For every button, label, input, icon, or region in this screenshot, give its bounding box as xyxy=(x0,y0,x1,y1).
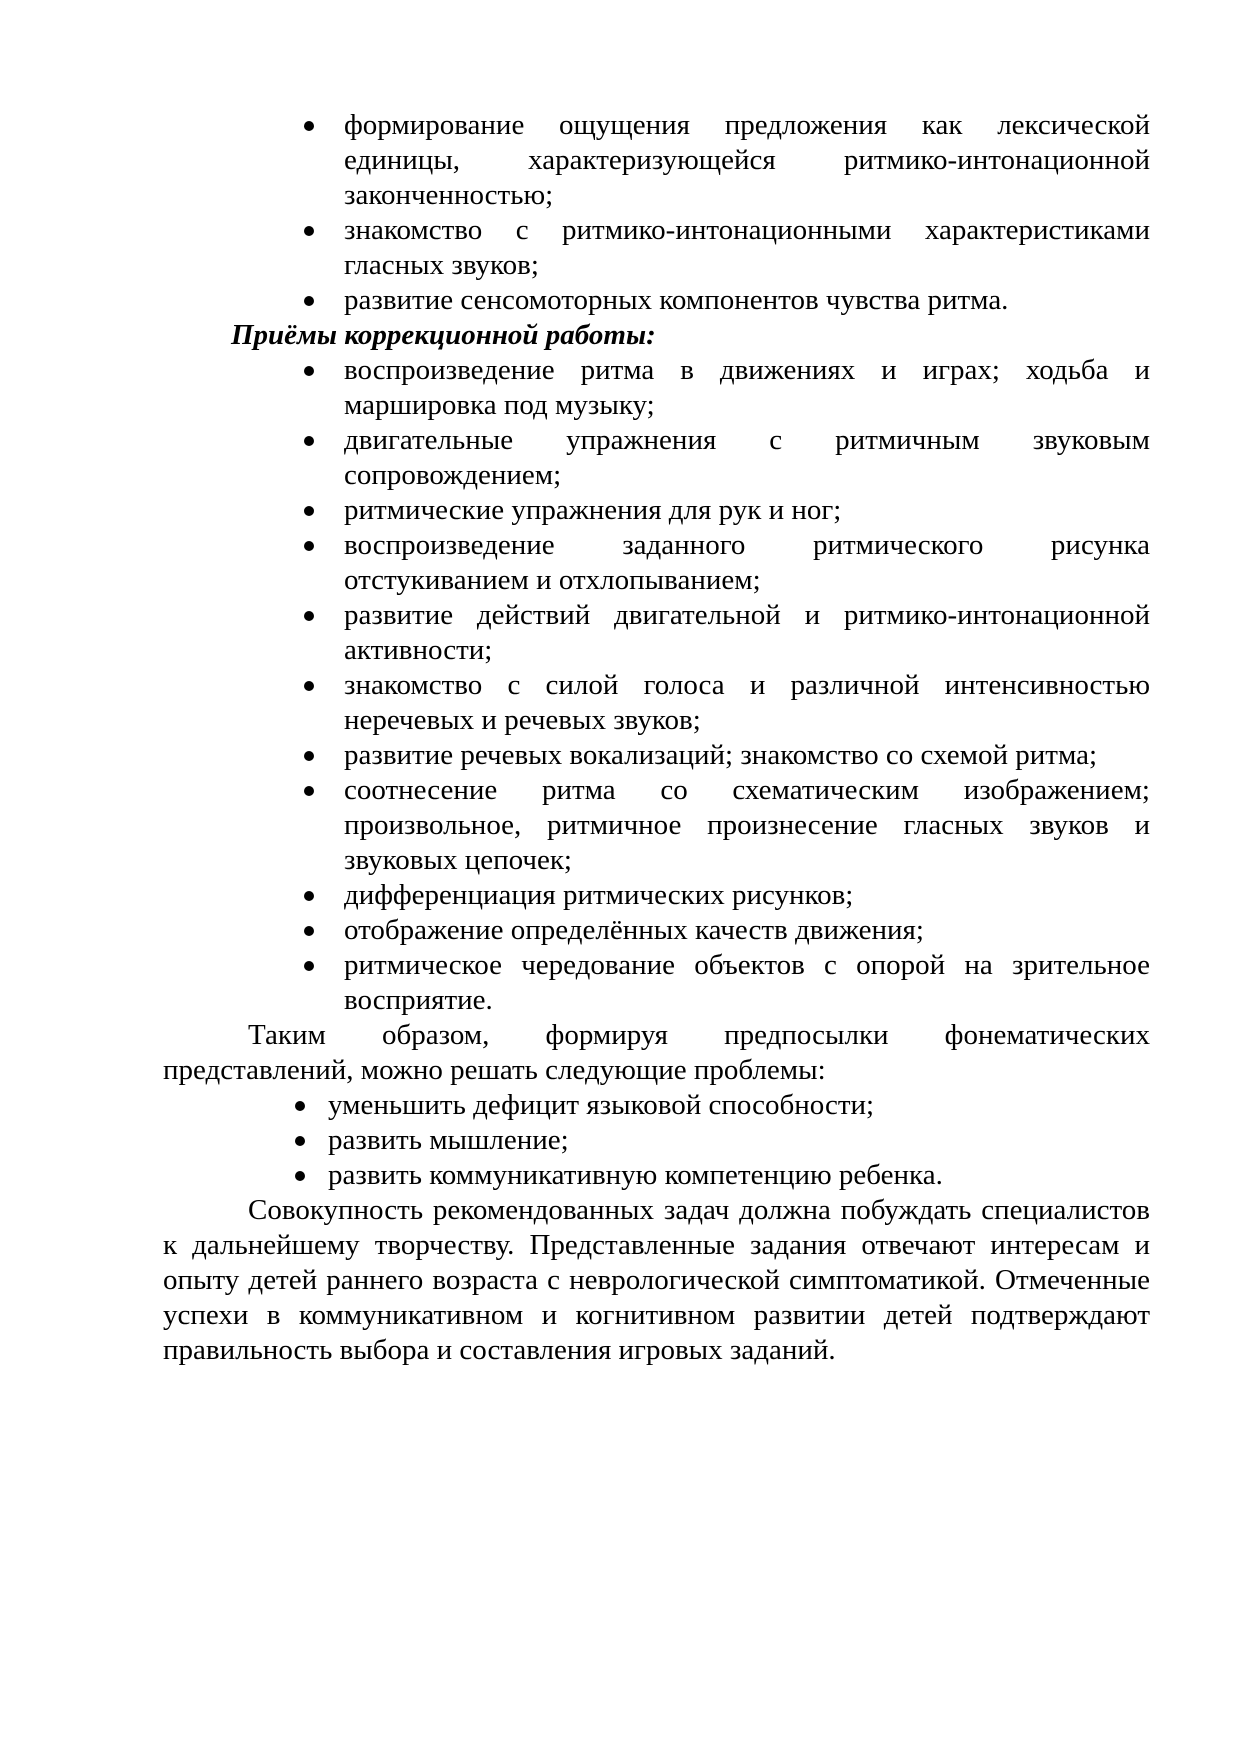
list-item: воспроизведение ритма в движениях и играх; ходьба и маршировка под музыку; xyxy=(163,353,1150,423)
list-item: знакомство с ритмико-интонационными характеристиками гласных звуков; xyxy=(163,213,1150,283)
list-item: ритмические упражнения для рук и ног; xyxy=(163,493,1150,528)
conclusion-intro-paragraph: Таким образом, формируя предпосылки фонематических представлений, можно решать следующие проблемы: xyxy=(163,1019,1150,1086)
list-item: развитие речевых вокализаций; знакомство со схемой ритма; xyxy=(163,738,1150,773)
problems-bullet-list xyxy=(163,1088,1150,1193)
methods-bullet-list xyxy=(163,353,1150,1018)
list-item: знакомство с силой голоса и различной интенсивностью неречевых и речевых звуков; xyxy=(163,668,1150,738)
list-item: дифференциация ритмических рисунков; xyxy=(163,878,1150,913)
list-item: уменьшить дефицит языковой способности; xyxy=(163,1088,1150,1123)
list-item: развить коммуникативную компетенцию ребенка. xyxy=(163,1158,1150,1193)
list-item: развить мышление; xyxy=(163,1123,1150,1158)
list-item: отображение определённых качеств движения; xyxy=(163,913,1150,948)
list-item: воспроизведение заданного ритмического рисунка отстукиванием и отхлопыванием; xyxy=(163,528,1150,598)
intro-bullet-list xyxy=(163,108,1150,318)
list-item: ритмическое чередование объектов с опорой на зрительное восприятие. xyxy=(163,948,1150,1018)
list-item: формирование ощущения предложения как лексической единицы, характеризующейся ритмико-интонационной законченностью; xyxy=(163,108,1150,213)
section-heading: Приёмы коррекционной работы: xyxy=(231,319,656,351)
list-item: двигательные упражнения с ритмичным звуковым сопровождением; xyxy=(163,423,1150,493)
list-item: развитие действий двигательной и ритмико-интонационной активности; xyxy=(163,598,1150,668)
closing-paragraph: Совокупность рекомендованных задач должна побуждать специалистов к дальнейшему творчеству. Представленные задания отвечают интересам и опыту детей раннего возраста с неврологической симптоматикой. Отмеченные успехи в коммуникативном и когнитивном развитии детей подтверждают правильность выбора и составления игровых заданий. xyxy=(163,1194,1150,1366)
list-item: развитие сенсомоторных компонентов чувства ритма. xyxy=(163,283,1150,318)
list-item: соотнесение ритма со схематическим изображением; произвольное, ритмичное произнесение гласных звуков и звуковых цепочек; xyxy=(163,773,1150,878)
